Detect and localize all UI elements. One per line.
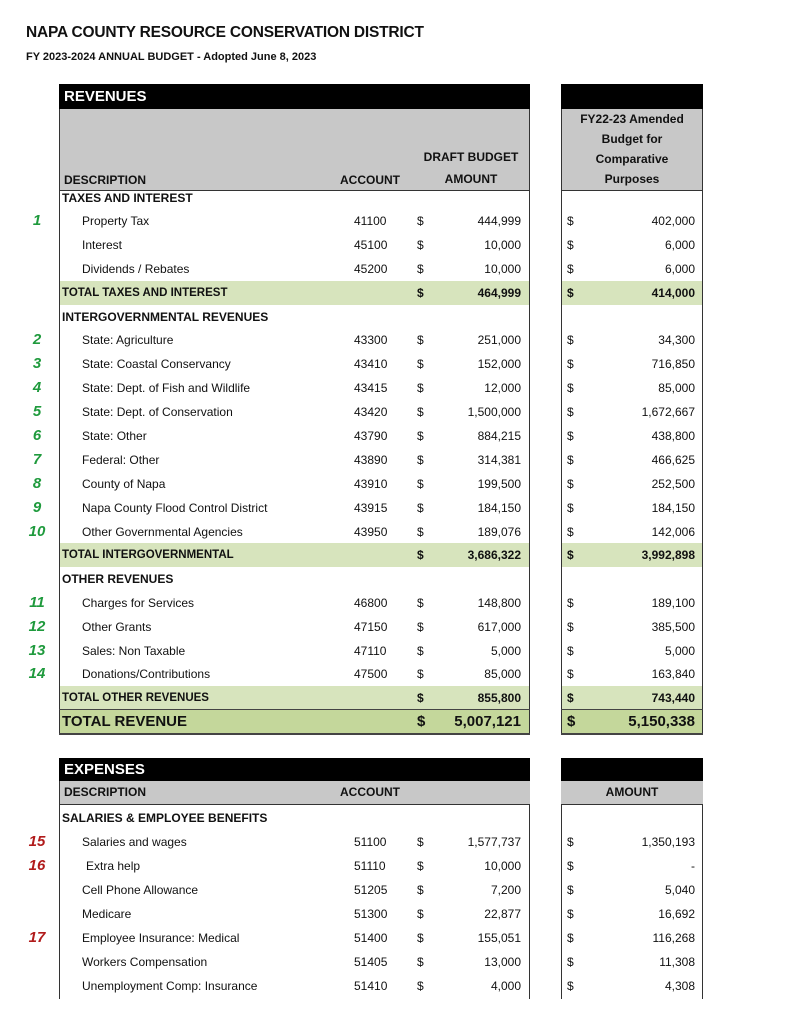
- col-comp-line3: Comparative: [595, 152, 669, 166]
- table-row: Unemployment Comp: Insurance 51410 $ 4,000 $ 4,308: [82, 979, 695, 993]
- section-salaries: SALARIES & EMPLOYEE BENEFITS: [62, 811, 268, 825]
- col-description: DESCRIPTION: [64, 173, 147, 187]
- table-row: 6 State: Other 43790 $ 884,215 $ 438,800: [32, 427, 695, 444]
- table-row: 10 Other Governmental Agencies 43950 $ 189,076 $ 142,006: [28, 523, 695, 540]
- table-row: 2 State: Agriculture 43300 $ 251,000 $ 34,300: [32, 331, 695, 348]
- expenses-band-right: [561, 758, 703, 781]
- total-row: TOTAL TAXES AND INTEREST $ 464,999 $ 414,000: [62, 286, 695, 300]
- col-draft-line1: DRAFT BUDGET: [423, 150, 519, 164]
- table-row: 14 Donations/Contributions 47500 $ 85,000 $ 163,840: [28, 665, 695, 682]
- col-account: ACCOUNT: [340, 785, 400, 799]
- expenses-amount-header: [561, 781, 703, 805]
- expenses-column-header: [59, 781, 530, 805]
- table-row: Medicare 51300 $ 22,877 $ 16,692: [82, 907, 695, 921]
- table-row: Workers Compensation 51405 $ 13,000 $ 11,308: [82, 955, 695, 969]
- table-row: 16 Extra help 51110 $ 10,000 $ -: [28, 857, 695, 874]
- table-row: Cell Phone Allowance 51205 $ 7,200 $ 5,040: [82, 883, 695, 897]
- section-other-revenues: OTHER REVENUES: [62, 572, 174, 586]
- revenues-column-header: [59, 109, 530, 191]
- table-row: 1 Property Tax 41100 $ 444,999 $ 402,000: [32, 212, 695, 229]
- revenues-band: REVENUES: [59, 84, 530, 109]
- col-account: ACCOUNT: [340, 173, 400, 187]
- comparative-column-header: [561, 109, 703, 191]
- expenses-left-rule: [59, 781, 60, 999]
- grand-total-row: TOTAL REVENUE $ 5,007,121 $ 5,150,338: [62, 713, 695, 730]
- expenses-amount-right-rule: [702, 805, 703, 999]
- expenses-band: EXPENSES: [59, 758, 530, 781]
- expenses-amount-left-rule: [561, 805, 562, 999]
- table-row: 15 Salaries and wages 51100 $ 1,577,737 $ 1,350,193: [28, 833, 695, 850]
- revenues-band-right: [561, 84, 703, 109]
- revenues-left-rule: [59, 109, 60, 734]
- table-row: 3 State: Coastal Conservancy 43410 $ 152,000 $ 716,850: [32, 355, 695, 372]
- comparative-right-rule: [702, 109, 703, 734]
- table-row: 5 State: Dept. of Conservation 43420 $ 1,500,000 $ 1,672,667: [32, 403, 695, 420]
- section-intergovernmental: INTERGOVERNMENTAL REVENUES: [62, 310, 269, 324]
- grand-total-top-rule: [59, 709, 530, 710]
- col-amount: AMOUNT: [605, 785, 659, 799]
- expenses-right-rule: [529, 805, 530, 999]
- col-comp-line2: Budget for: [601, 132, 663, 146]
- section-taxes: TAXES AND INTEREST: [62, 191, 193, 205]
- grand-total-bottom-rule: [59, 733, 530, 735]
- col-draft-line2: AMOUNT: [444, 172, 498, 186]
- table-row: Interest 45100 $ 10,000 $ 6,000: [82, 238, 695, 252]
- table-row: 8 County of Napa 43910 $ 199,500 $ 252,500: [32, 475, 695, 492]
- table-row: 11 Charges for Services 46800 $ 148,800 $ 189,100: [29, 594, 695, 611]
- comparative-left-rule: [561, 109, 562, 734]
- table-row: 17 Employee Insurance: Medical 51400 $ 155,051 $ 116,268: [28, 929, 695, 946]
- col-comp-line1: FY22-23 Amended: [580, 112, 684, 126]
- table-row: 13 Sales: Non Taxable 47110 $ 5,000 $ 5,000: [28, 642, 695, 659]
- table-row: Dividends / Rebates 45200 $ 10,000 $ 6,000: [82, 262, 695, 276]
- revenues-right-rule: [529, 109, 530, 734]
- grand-total-top-rule-right: [561, 709, 703, 710]
- col-comp-line4: Purposes: [604, 172, 660, 186]
- total-row: TOTAL INTERGOVERNMENTAL $ 3,686,322 $ 3,992,898: [62, 548, 695, 562]
- grand-total-bottom-rule-right: [561, 733, 703, 735]
- total-row: TOTAL OTHER REVENUES $ 855,800 $ 743,440: [62, 691, 695, 705]
- table-row: 4 State: Dept. of Fish and Wildlife 43415 $ 12,000 $ 85,000: [32, 379, 695, 396]
- table-row: 9 Napa County Flood Control District 43915 $ 184,150 $ 184,150: [32, 499, 695, 516]
- document-subtitle: FY 2023-2024 ANNUAL BUDGET - Adopted June 8, 2023: [26, 51, 317, 63]
- col-description: DESCRIPTION: [64, 785, 147, 799]
- table-row: 7 Federal: Other 43890 $ 314,381 $ 466,625: [32, 451, 695, 468]
- table-row: 12 Other Grants 47150 $ 617,000 $ 385,500: [28, 618, 695, 635]
- document-title: NAPA COUNTY RESOURCE CONSERVATION DISTRICT: [26, 24, 424, 41]
